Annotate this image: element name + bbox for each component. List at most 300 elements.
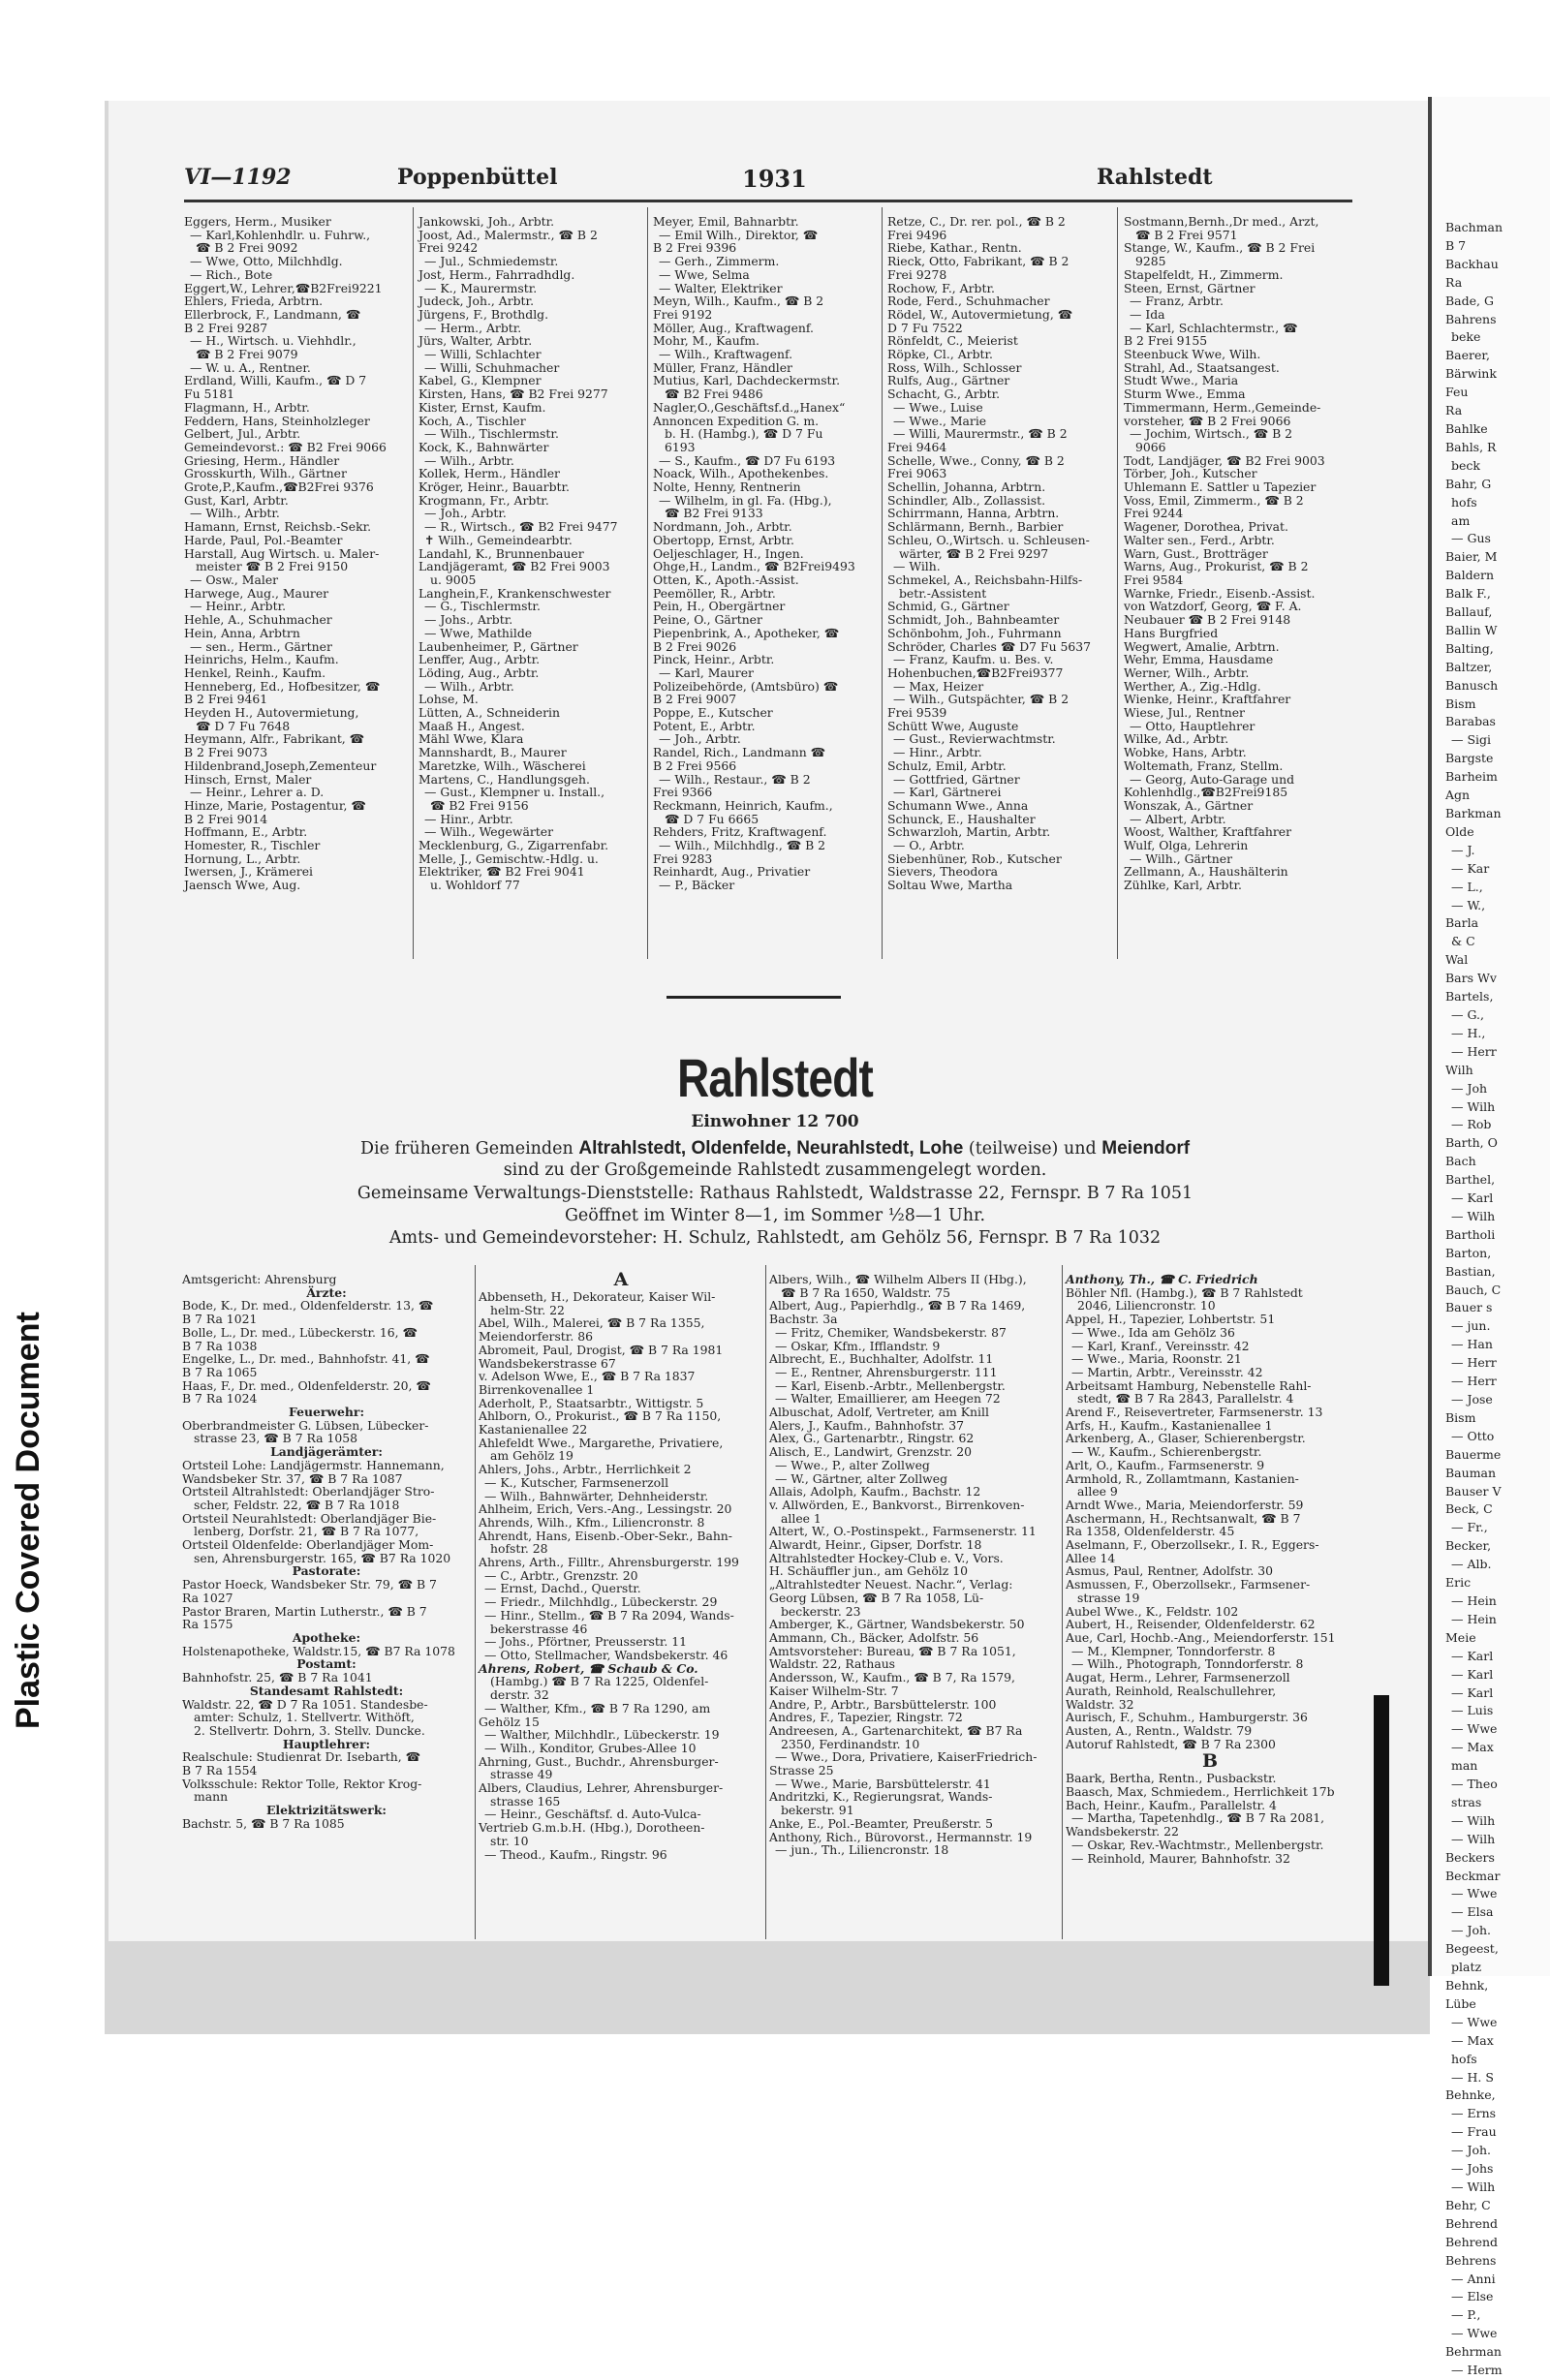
directory-entry: Griesing, Herm., Händler <box>184 452 340 468</box>
directory-entry: — Ernst, Dachd., Querstr. <box>484 1581 641 1596</box>
directory-entry: Harwege, Aug., Maurer <box>184 585 329 601</box>
directory-entry: Grosskurth, Wilh., Gärtner <box>184 466 347 481</box>
directory-entry: beckerstr. 23 <box>781 1603 861 1619</box>
directory-entry: — Wilh., Konditor, Grubes-Allee 10 <box>484 1740 697 1755</box>
directory-entry: — Karl, Schlachtermstr., ☎ <box>1130 320 1298 335</box>
directory-entry: am Gehölz 19 <box>490 1448 574 1464</box>
directory-entry: Schumann Wwe., Anna <box>887 797 1029 813</box>
directory-entry: Wobke, Hans, Arbtr. <box>1124 745 1247 760</box>
directory-entry: Hohenbuchen,☎B2Frei9377 <box>887 665 1064 680</box>
directory-entry: Frei 9192 <box>653 306 713 322</box>
directory-entry: — Karl, Kranf., Vereinsstr. 42 <box>1071 1338 1250 1353</box>
directory-entry: amter: Schulz, 1. Stellvertr. Withöft, <box>194 1710 415 1725</box>
facing-page-fragment: Bärwink <box>1445 366 1497 382</box>
directory-entry: Jürs, Walter, Arbtr. <box>418 333 533 349</box>
directory-entry: — Johs., Arbtr. <box>424 612 513 628</box>
facing-page-fragment: — Wwe <box>1451 2014 1498 2029</box>
facing-page-fragment: — Wilh <box>1451 1831 1496 1846</box>
facing-page-fragment: — Wilh <box>1451 2179 1496 2194</box>
directory-entry: — Martha, Tapetenhdlg., ☎ B 7 Ra 2081, <box>1071 1810 1325 1826</box>
directory-entry: Wagener, Dorothea, Privat. <box>1124 519 1288 535</box>
directory-entry: Todt, Landjäger, ☎ B2 Frei 9003 <box>1124 452 1325 468</box>
directory-entry: (Hambg.) ☎ B 7 Ra 1225, Oldenfel- <box>490 1674 709 1689</box>
directory-entry: — Osw., Maler <box>190 572 279 587</box>
directory-entry: strasse 19 <box>1077 1590 1140 1605</box>
directory-entry: — Willi, Schuhmacher <box>424 359 560 375</box>
directory-entry: Grote,P.,Kaufm.,☎B2Frei 9376 <box>184 479 374 495</box>
facing-page-fragment: — Gus <box>1451 531 1491 546</box>
facing-page-fragment: — Frau <box>1451 2124 1497 2140</box>
directory-entry: Schindler, Alb., Zollassist. <box>887 492 1046 508</box>
watermark-label: Plastic Covered Document <box>10 1312 46 1729</box>
directory-entry: — Willi, Maurermstr., ☎ B 2 <box>893 426 1068 442</box>
directory-entry: Frei 9242 <box>418 240 479 256</box>
directory-entry: strasse 49 <box>490 1767 553 1782</box>
facing-page-fragment: Bauer s <box>1445 1300 1493 1315</box>
directory-entry: Homester, R., Tischler <box>184 838 321 853</box>
facing-page-fragment: B 7 <box>1445 237 1467 253</box>
directory-entry: Bode, K., Dr. med., Oldenfelderstr. 13, ☎ <box>182 1298 434 1314</box>
directory-entry: Warns, Aug., Prokurist, ☎ B 2 <box>1124 559 1309 574</box>
directory-entry: Schönbohm, Joh., Fuhrmann <box>887 625 1062 640</box>
intro-line-3: Gemeinsame Verwaltungs-Dienststelle: Rathaus Rahlstedt, Waldstrasse 22, Fernspr. B 7 Ra 1051 <box>356 1184 1194 1203</box>
facing-page-fragment: Bauch, C <box>1445 1282 1502 1297</box>
directory-entry: — Hinr., Stellm., ☎ B 7 Ra 2094, Wands- <box>484 1607 734 1623</box>
facing-page-fragment: Bahr, G <box>1445 476 1492 491</box>
directory-entry: Schröder, Charles ☎ D7 Fu 5637 <box>887 638 1092 654</box>
directory-entry: — Heinr., Geschäftsf. d. Auto-Vulca- <box>484 1807 701 1822</box>
facing-page-fragment: Agn <box>1445 788 1471 803</box>
directory-entry: 2046, Liliencronstr. 10 <box>1077 1298 1216 1314</box>
directory-entry: Mohr, M., Kaufm. <box>653 333 760 349</box>
directory-entry: — Wwe., Marie <box>893 413 987 428</box>
directory-entry: B 2 Frei 9566 <box>653 757 737 773</box>
section-title: Rahlstedt <box>677 1047 873 1108</box>
directory-entry: Siebenhüner, Rob., Kutscher <box>887 850 1062 866</box>
directory-entry: Schacht, G., Arbtr. <box>887 386 1001 402</box>
directory-entry: Ahrendt, Hans, Eisenb.-Ober-Sekr., Bahn- <box>479 1528 732 1543</box>
directory-entry: Ammann, Ch., Bäcker, Adolfstr. 56 <box>769 1629 979 1645</box>
directory-entry: B 2 Frei 9396 <box>653 240 737 256</box>
facing-page-fragment: — Sigi <box>1451 732 1492 748</box>
directory-entry: Zellmann, A., Haushälterin <box>1124 864 1288 880</box>
directory-entry: Aurisch, F., Schuhm., Hamburgerstr. 36 <box>1066 1710 1308 1725</box>
directory-entry: Albrecht, E., Buchhalter, Adolfstr. 11 <box>769 1351 994 1367</box>
facing-page-fragment: am <box>1451 512 1471 528</box>
directory-entry: Schmekel, A., Reichsbahn-Hilfs- <box>887 572 1083 587</box>
directory-entry: D 7 Fu 7522 <box>887 320 963 335</box>
directory-entry: Ehlers, Frieda, Arbtrn. <box>184 294 324 309</box>
directory-entry: Andres, F., Tapezier, Ringstr. 72 <box>769 1710 963 1725</box>
directory-entry: B 7 Ra 1024 <box>182 1391 258 1406</box>
directory-entry: Oeljeschlager, H., Ingen. <box>653 545 804 561</box>
directory-entry: Hans Burgfried <box>1124 625 1219 640</box>
directory-entry: mann <box>194 1789 229 1805</box>
directory-entry: Hildenbrand,Joseph,Zementeur <box>184 757 377 773</box>
facing-page-fragment: — Max <box>1451 2032 1494 2048</box>
directory-entry: — C., Arbtr., Grenzstr. 20 <box>484 1567 638 1583</box>
directory-entry: — Wwe., Maria, Roonstr. 21 <box>1071 1351 1242 1367</box>
directory-entry: — O., Arbtr. <box>893 838 965 853</box>
category-heading: Postamt: <box>296 1656 356 1672</box>
intro-line-1: Die früheren Gemeinden Altrahlstedt, Oldenfelde, Neurahlstedt, Lohe (teilweise) und Meiendorf <box>359 1138 1191 1159</box>
facing-page-fragment: — Alb. <box>1451 1557 1492 1572</box>
facing-page-fragment: Behnke, <box>1445 2087 1496 2103</box>
directory-entry: scher, Feldstr. 22, ☎ B 7 Ra 1018 <box>194 1497 400 1512</box>
directory-entry: „Altrahlstedter Neuest. Nachr.“, Verlag: <box>769 1577 1013 1592</box>
category-heading: Landjägerämter: <box>270 1444 383 1460</box>
facing-page-fragment: Bauman <box>1445 1465 1497 1480</box>
facing-page-fragment: — Wwe <box>1451 1886 1498 1901</box>
directory-entry: ☎ D 7 Fu 7648 <box>196 718 291 733</box>
facing-page-fragment: — Erns <box>1451 2106 1497 2121</box>
directory-entry: Haas, F., Dr. med., Oldenfelderstr. 20, ☎ <box>182 1377 431 1393</box>
directory-entry: Fu 5181 <box>184 386 235 402</box>
directory-entry: v. Allwörden, E., Bankvorst., Birrenkoven- <box>769 1497 1025 1512</box>
facing-page-fragment: Behrens <box>1445 2252 1497 2268</box>
directory-entry: Ortsteil Oldenfelde: Oberlandjäger Mom- <box>182 1537 434 1553</box>
directory-entry: — Wilh., Restaur., ☎ B 2 <box>659 771 811 787</box>
directory-entry: H. Schäuffler jun., am Gehölz 10 <box>769 1563 968 1579</box>
directory-entry: Hinze, Marie, Postagentur, ☎ <box>184 797 366 813</box>
directory-entry: Arkenberg, A., Glaser, Schierenbergstr. <box>1066 1431 1306 1446</box>
directory-entry: Joost, Ad., Malermstr., ☎ B 2 <box>418 227 598 242</box>
directory-entry: 2350, Ferdinandstr. 10 <box>781 1736 920 1751</box>
facing-page-fragment: Behrend <box>1445 2215 1499 2231</box>
directory-entry: Allee 14 <box>1066 1550 1116 1565</box>
directory-entry: Frei 9496 <box>887 227 947 242</box>
facing-page-fragment: Bargste <box>1445 751 1494 766</box>
directory-entry: Schmid, G., Gärtner <box>887 599 1009 614</box>
directory-entry: Arfs, H., Kaufm., Kastanienallee 1 <box>1066 1417 1273 1433</box>
directory-entry: Noack, Wilh., Apothekenbes. <box>653 466 829 481</box>
directory-entry: — Wwe, Otto, Milchhdlg. <box>190 254 343 269</box>
directory-entry: Laubenheimer, P., Gärtner <box>418 638 578 654</box>
directory-entry: Nagler,O.,Geschäftsf.d.„Hanex“ <box>653 399 846 415</box>
directory-entry: Koch, A., Tischler <box>418 413 526 428</box>
category-heading: Elektrizitätswerk: <box>265 1803 387 1818</box>
directory-entry: — Wilh., Milchhdlg., ☎ B 2 <box>659 838 826 853</box>
directory-entry: Melle, J., Gemischtw.-Hdlg. u. <box>418 850 599 866</box>
facing-page-fragment: — Karl <box>1451 1190 1494 1206</box>
facing-page-fragment: Barthel, <box>1445 1172 1496 1188</box>
directory-entry: Ahlheim, Erich, Vers.-Ang., Lessingstr. 20 <box>479 1501 732 1517</box>
directory-entry: Baark, Bertha, Rentn., Pusbackstr. <box>1066 1771 1277 1786</box>
directory-entry: Schellin, Johanna, Arbtrn. <box>887 479 1046 495</box>
directory-entry: — Karl, Eisenb.-Arbtr., Mellenbergstr. <box>775 1377 1006 1393</box>
directory-entry: Reinhardt, Aug., Privatier <box>653 864 811 880</box>
directory-entry: — Wilh., Kraftwagenf. <box>659 347 793 362</box>
facing-page-fragment: Bauerme <box>1445 1446 1502 1462</box>
top-column-2 <box>418 215 643 892</box>
category-heading: Feuerwehr: <box>288 1405 365 1420</box>
directory-entry: — Reinhold, Maurer, Bahnhofstr. 32 <box>1071 1850 1290 1866</box>
intro-line-4: Geöffnet im Winter 8—1, im Sommer ½8—1 Uhr. <box>564 1206 986 1225</box>
directory-entry: Ahrens, Arth., Filltr., Ahrensburgerstr. 199 <box>479 1555 739 1570</box>
directory-entry: Frei 9278 <box>887 266 947 282</box>
directory-entry: Appel, H., Tapezier, Lohbertstr. 51 <box>1066 1312 1276 1327</box>
directory-entry: Albers, Wilh., ☎ Wilhelm Albers II (Hbg.), <box>769 1272 1027 1286</box>
directory-entry: Georg Lübsen, ☎ B 7 Ra 1058, Lü- <box>769 1590 984 1605</box>
directory-entry: — Walter, Elektriker <box>659 280 783 295</box>
directory-entry: — P., Bäcker <box>659 878 735 893</box>
directory-entry: Löding, Aug., Arbtr. <box>418 665 540 680</box>
facing-page-fragment: — Joh. <box>1451 1923 1492 1938</box>
directory-entry: Jost, Herm., Fahrradhdlg. <box>418 266 575 282</box>
facing-page-fragment: beke <box>1451 329 1481 345</box>
directory-entry: Gelbert, Jul., Arbtr. <box>184 426 301 442</box>
directory-entry: ✝ Wilh., Gemeindearbtr. <box>424 532 573 547</box>
directory-entry: Bahnhofstr. 25, ☎ B 7 Ra 1041 <box>182 1670 373 1685</box>
bottom-column-2 <box>479 1269 763 1861</box>
directory-entry: Andritzki, K., Regierungsrat, Wands- <box>769 1789 993 1805</box>
directory-entry: Kastanienallee 22 <box>479 1422 588 1437</box>
directory-entry: Bolle, L., Dr. med., Lübeckerstr. 16, ☎ <box>182 1324 418 1340</box>
directory-entry: bekerstr. 91 <box>781 1803 854 1818</box>
directory-entry: von Watzdorf, Georg, ☎ F. A. <box>1124 599 1302 614</box>
directory-entry: Alwardt, Heinr., Gipser, Dorfstr. 18 <box>769 1537 982 1553</box>
directory-entry: Mecklenburg, G., Zigarrenfabr. <box>418 838 609 853</box>
facing-page-fragment: Ra <box>1445 274 1463 290</box>
directory-entry: — S., Kaufm., ☎ D7 Fu 6193 <box>659 452 836 468</box>
directory-entry: Rehders, Fritz, Kraftwagenf. <box>653 824 827 840</box>
directory-entry: Rödel, W., Autovermietung, ☎ <box>887 306 1073 322</box>
directory-entry: Kollek, Herm., Händler <box>418 466 560 481</box>
directory-entry: — W., Kaufm., Schierenbergstr. <box>1071 1444 1262 1460</box>
directory-entry: Ra 1575 <box>182 1617 233 1632</box>
directory-entry: Kabel, G., Klempner <box>418 373 542 388</box>
directory-entry: Feddern, Hans, Steinholzleger <box>184 413 370 428</box>
directory-entry: — Wwe., P., alter Zollweg <box>775 1457 930 1472</box>
directory-entry: — Otto, Stellmacher, Wandsbekerstr. 46 <box>484 1647 728 1662</box>
facing-page-fragment: Beck, C <box>1445 1501 1493 1517</box>
facing-page-fragment: Bars Wv <box>1445 971 1497 986</box>
directory-entry: — Wilh., Wegewärter <box>424 824 554 840</box>
facing-page-fragment: Bartholi <box>1445 1226 1496 1242</box>
directory-entry: Warnke, Friedr., Eisenb.-Assist. <box>1124 585 1316 601</box>
facing-page-fragment: Bartels, <box>1445 989 1494 1005</box>
directory-entry: Aubel Wwe., K., Feldstr. 102 <box>1066 1603 1239 1619</box>
facing-page-fragment: Beckers <box>1445 1849 1495 1865</box>
directory-entry: — Max, Heizer <box>893 678 984 694</box>
directory-entry: Elektriker, ☎ B2 Frei 9041 <box>418 864 585 880</box>
directory-entry: Mutius, Karl, Dachdeckermstr. <box>653 373 841 388</box>
facing-page-fragment: Ballauf, <box>1445 604 1493 620</box>
directory-entry: Birrenkovenallee 1 <box>479 1381 595 1397</box>
facing-page-fragment: Balting, <box>1445 640 1494 656</box>
directory-entry: Woltemath, Franz, Stellm. <box>1124 757 1284 773</box>
directory-entry: Ross, Wilh., Schlosser <box>887 359 1022 375</box>
directory-entry: Lohse, M. <box>418 692 479 707</box>
directory-entry: Pein, H., Obergärtner <box>653 599 786 614</box>
directory-entry: Hornung, L., Arbtr. <box>184 850 301 866</box>
directory-entry: Alex, G., Gartenarbtr., Ringstr. 62 <box>769 1431 975 1446</box>
directory-entry: Volksschule: Rektor Tolle, Rektor Krog- <box>182 1776 422 1791</box>
directory-entry: Harde, Paul, Pol.-Beamter <box>184 532 343 547</box>
facing-page-fragment: Barton, <box>1445 1245 1492 1260</box>
bottom-column-1 <box>182 1273 471 1831</box>
directory-entry: allee 1 <box>781 1510 822 1526</box>
letter-heading: B <box>1201 1750 1219 1773</box>
facing-page-fragment: — Herr <box>1451 1355 1497 1371</box>
directory-entry: 2. Stellvertr. Dohrn, 3. Stellv. Duncke. <box>194 1722 425 1738</box>
directory-entry: Anthony, Th., ☎ C. Friedrich <box>1066 1272 1258 1286</box>
facing-page-fragment: & C <box>1451 934 1475 949</box>
facing-page-fragment: — Wilh <box>1451 1208 1496 1223</box>
facing-page-fragment: — Hein <box>1451 1592 1497 1608</box>
directory-entry: Gehölz 15 <box>479 1714 540 1729</box>
directory-entry: betr.-Assistent <box>899 585 987 601</box>
directory-entry: — Karl,Kohlenhdlr. u. Fuhrw., <box>190 227 371 242</box>
directory-entry: Abromeit, Paul, Drogist, ☎ B 7 Ra 1981 <box>479 1342 724 1357</box>
directory-entry: B 2 Frei 9026 <box>653 638 737 654</box>
directory-entry: Holstenapotheke, Waldstr.15, ☎ B7 Ra 1078 <box>182 1643 455 1658</box>
intro-line-2: sind zu der Großgemeinde Rahlstedt zusammengelegt worden. <box>503 1160 1047 1180</box>
directory-entry: Wiese, Jul., Rentner <box>1124 705 1245 721</box>
directory-entry: ☎ B 7 Ra 1650, Waldstr. 75 <box>781 1284 951 1300</box>
directory-entry: Abel, Wilh., Malerei, ☎ B 7 Ra 1355, <box>479 1315 705 1331</box>
directory-entry: Aurath, Reinhold, Realschullehrer, <box>1066 1683 1277 1698</box>
facing-page-fragment: Behnk, <box>1445 1978 1489 1993</box>
directory-entry: Kock, K., Bahnwärter <box>418 439 549 454</box>
directory-entry: Aue, Carl, Hochb.-Ang., Meiendorferstr. 151 <box>1066 1629 1336 1645</box>
directory-entry: — Martin, Arbtr., Vereinsstr. 42 <box>1071 1364 1263 1379</box>
directory-entry: Törber, Joh., Kutscher <box>1124 466 1257 481</box>
directory-entry: — Ida <box>1130 306 1165 322</box>
facing-page-fragment: Baldern <box>1445 568 1495 583</box>
column-divider <box>1062 1265 1063 1939</box>
directory-entry: Armhold, R., Zollamtmann, Kastanien- <box>1066 1470 1299 1486</box>
directory-entry: Baasch, Max, Schmiedem., Herrlichkeit 17b <box>1066 1784 1335 1800</box>
header-place-right: Rahlstedt <box>1097 165 1213 190</box>
directory-entry: 6193 <box>665 439 696 454</box>
column-divider <box>882 207 883 959</box>
directory-entry: Sturm Wwe., Emma <box>1124 386 1246 402</box>
facing-page-fragment: Bism <box>1445 695 1476 711</box>
facing-page-fragment: — J. <box>1451 842 1475 857</box>
directory-entry: — Joh., Arbtr. <box>424 506 507 521</box>
directory-entry: — Oskar, Rev.-Wachtmstr., Mellenbergstr. <box>1071 1837 1324 1852</box>
directory-entry: — G., Tischlermstr. <box>424 599 541 614</box>
directory-entry: Waldstr. 22, Rathaus <box>769 1656 896 1672</box>
directory-entry: Langhein,F., Krankenschwester <box>418 585 611 601</box>
directory-entry: Werner, Wilh., Arbtr. <box>1124 665 1250 680</box>
facing-page-fragment: Balk F., <box>1445 586 1491 602</box>
directory-entry: Wehr, Emma, Hausdame <box>1124 652 1274 667</box>
directory-entry: Ra 1358, Oldenfelderstr. 45 <box>1066 1524 1235 1539</box>
facing-page-fragment: Wal <box>1445 952 1469 968</box>
directory-entry: ☎ D 7 Fu 6665 <box>665 811 760 826</box>
directory-entry: — Wilh., Bahnwärter, Dehnheiderstr. <box>484 1488 709 1503</box>
directory-entry: Ellerbrock, F., Landmann, ☎ <box>184 306 361 322</box>
directory-entry: Timmermann, Herm.,Gemeinde- <box>1124 399 1321 415</box>
directory-entry: Ortsteil Altrahlstedt: Oberlandjäger Stro- <box>182 1484 435 1499</box>
directory-entry: B 2 Frei 9007 <box>653 692 737 707</box>
directory-entry: Jaensch Wwe, Aug. <box>184 878 301 893</box>
directory-entry: ☎ B 2 Frei 9092 <box>196 240 298 256</box>
directory-entry: Arend F., Reisevertreter, Farmsenerstr. 13 <box>1066 1405 1323 1420</box>
facing-page-fragment: stras <box>1451 1794 1482 1809</box>
facing-page-fragment: platz <box>1451 1960 1482 1975</box>
directory-entry: Oberbrandmeister G. Lübsen, Lübecker- <box>182 1417 429 1433</box>
directory-entry: Strasse 25 <box>769 1763 834 1778</box>
top-column-1 <box>184 215 409 892</box>
directory-entry: Wandsbekerstrasse 67 <box>479 1355 616 1371</box>
directory-entry: Amberger, K., Gärtner, Wandsbekerstr. 50 <box>769 1617 1025 1632</box>
facing-page-fragment: Bahls, R <box>1445 439 1497 454</box>
directory-entry: Frei 9539 <box>887 705 947 721</box>
directory-entry: — R., Wirtsch., ☎ B2 Frei 9477 <box>424 519 618 535</box>
facing-page-fragment: Baier, M <box>1445 549 1498 565</box>
facing-page-fragment: Becker, <box>1445 1538 1492 1554</box>
facing-page-fragment: Barla <box>1445 915 1479 931</box>
facing-page-fragment: — Karl <box>1451 1685 1494 1700</box>
facing-page-fragment: — Wwe <box>1451 1721 1498 1737</box>
directory-entry: Rulfs, Aug., Gärtner <box>887 373 1010 388</box>
directory-entry: u. 9005 <box>430 572 477 587</box>
directory-entry: Realschule: Studienrat Dr. Isebarth, ☎ <box>182 1749 421 1765</box>
directory-entry: Böhler Nfl. (Hambg.), ☎ B 7 Rahlstedt <box>1066 1284 1303 1300</box>
facing-page-fragment: Lübe <box>1445 1995 1476 2011</box>
directory-entry: — Gust., Revierwachtmstr. <box>893 731 1056 747</box>
column-divider <box>765 1265 766 1939</box>
directory-entry: Hoffmann, E., Arbtr. <box>184 824 308 840</box>
directory-entry: Rochow, F., Arbtr. <box>887 280 995 295</box>
directory-entry: Hinsch, Ernst, Maler <box>184 771 312 787</box>
facing-page-fragment: — Else <box>1451 2289 1494 2304</box>
directory-entry: Pinck, Heinr., Arbtr. <box>653 652 775 667</box>
bottom-column-4 <box>1066 1273 1354 1865</box>
directory-entry: v. Adelson Wwe, E., ☎ B 7 Ra 1837 <box>479 1369 696 1384</box>
directory-entry: Kirsten, Hans, ☎ B2 Frei 9277 <box>418 386 608 402</box>
directory-entry: Abbenseth, H., Dekorateur, Kaiser Wil- <box>479 1289 716 1304</box>
directory-entry: sen, Ahrensburgerstr. 165, ☎ B7 Ra 1020 <box>194 1550 451 1565</box>
letter-heading: A <box>613 1269 629 1290</box>
facing-page-fragment: — Hein <box>1451 1611 1497 1626</box>
directory-entry: Sostmann,Bernh.,Dr med., Arzt, <box>1124 214 1319 229</box>
directory-entry: Heymann, Alfr., Fabrikant, ☎ <box>184 731 365 747</box>
directory-entry: 9066 <box>1135 439 1166 454</box>
directory-entry: Ohge,H., Landm., ☎ B2Frei9493 <box>653 559 855 574</box>
directory-entry: Schmidt, Joh., Bahnbeamter <box>887 612 1060 628</box>
directory-entry: u. Wohldorf 77 <box>430 878 520 893</box>
directory-entry: — Emil Wilh., Direktor, ☎ <box>659 227 819 242</box>
facing-page-fragment: Banusch <box>1445 677 1499 693</box>
directory-entry: Poppe, E., Kutscher <box>653 705 773 721</box>
facing-page-fragment: Ra <box>1445 403 1463 418</box>
directory-entry: Schütt Wwe, Auguste <box>887 718 1019 733</box>
directory-entry: Henkel, Reinh., Kaufm. <box>184 665 326 680</box>
directory-entry: Ahrends, Wilh., Kfm., Liliencronstr. 8 <box>479 1514 705 1530</box>
facing-page-fragment: — H., <box>1451 1025 1486 1040</box>
directory-entry: Mähl Wwe, Klara <box>418 731 524 747</box>
directory-entry: Warn, Gust., Brotträger <box>1124 545 1268 561</box>
directory-entry: — Wilh., Arbtr. <box>424 452 514 468</box>
directory-entry: Schulz, Emil, Arbtr. <box>887 757 1007 773</box>
directory-entry: Vertrieb G.m.b.H. (Hbg.), Dorotheen- <box>479 1820 705 1836</box>
directory-entry: Reckmann, Heinrich, Kaufm., <box>653 797 833 813</box>
facing-page-fragment: man <box>1451 1758 1478 1774</box>
directory-entry: Neubauer ☎ B 2 Frei 9148 <box>1124 612 1291 628</box>
facing-page-fragment: Behrend <box>1445 2234 1499 2249</box>
directory-entry: Anke, E., Pol.-Beamter, Preußerstr. 5 <box>769 1815 993 1831</box>
facing-page-fragment: — Jose <box>1451 1392 1493 1406</box>
directory-entry: Hamann, Ernst, Reichsb.-Sekr. <box>184 519 372 535</box>
directory-entry: B 2 Frei 9287 <box>184 320 268 335</box>
facing-page-fragment: Barkman <box>1445 806 1502 820</box>
directory-entry: Arbeitsamt Hamburg, Nebenstelle Rahl- <box>1066 1377 1312 1393</box>
column-divider <box>647 207 648 959</box>
